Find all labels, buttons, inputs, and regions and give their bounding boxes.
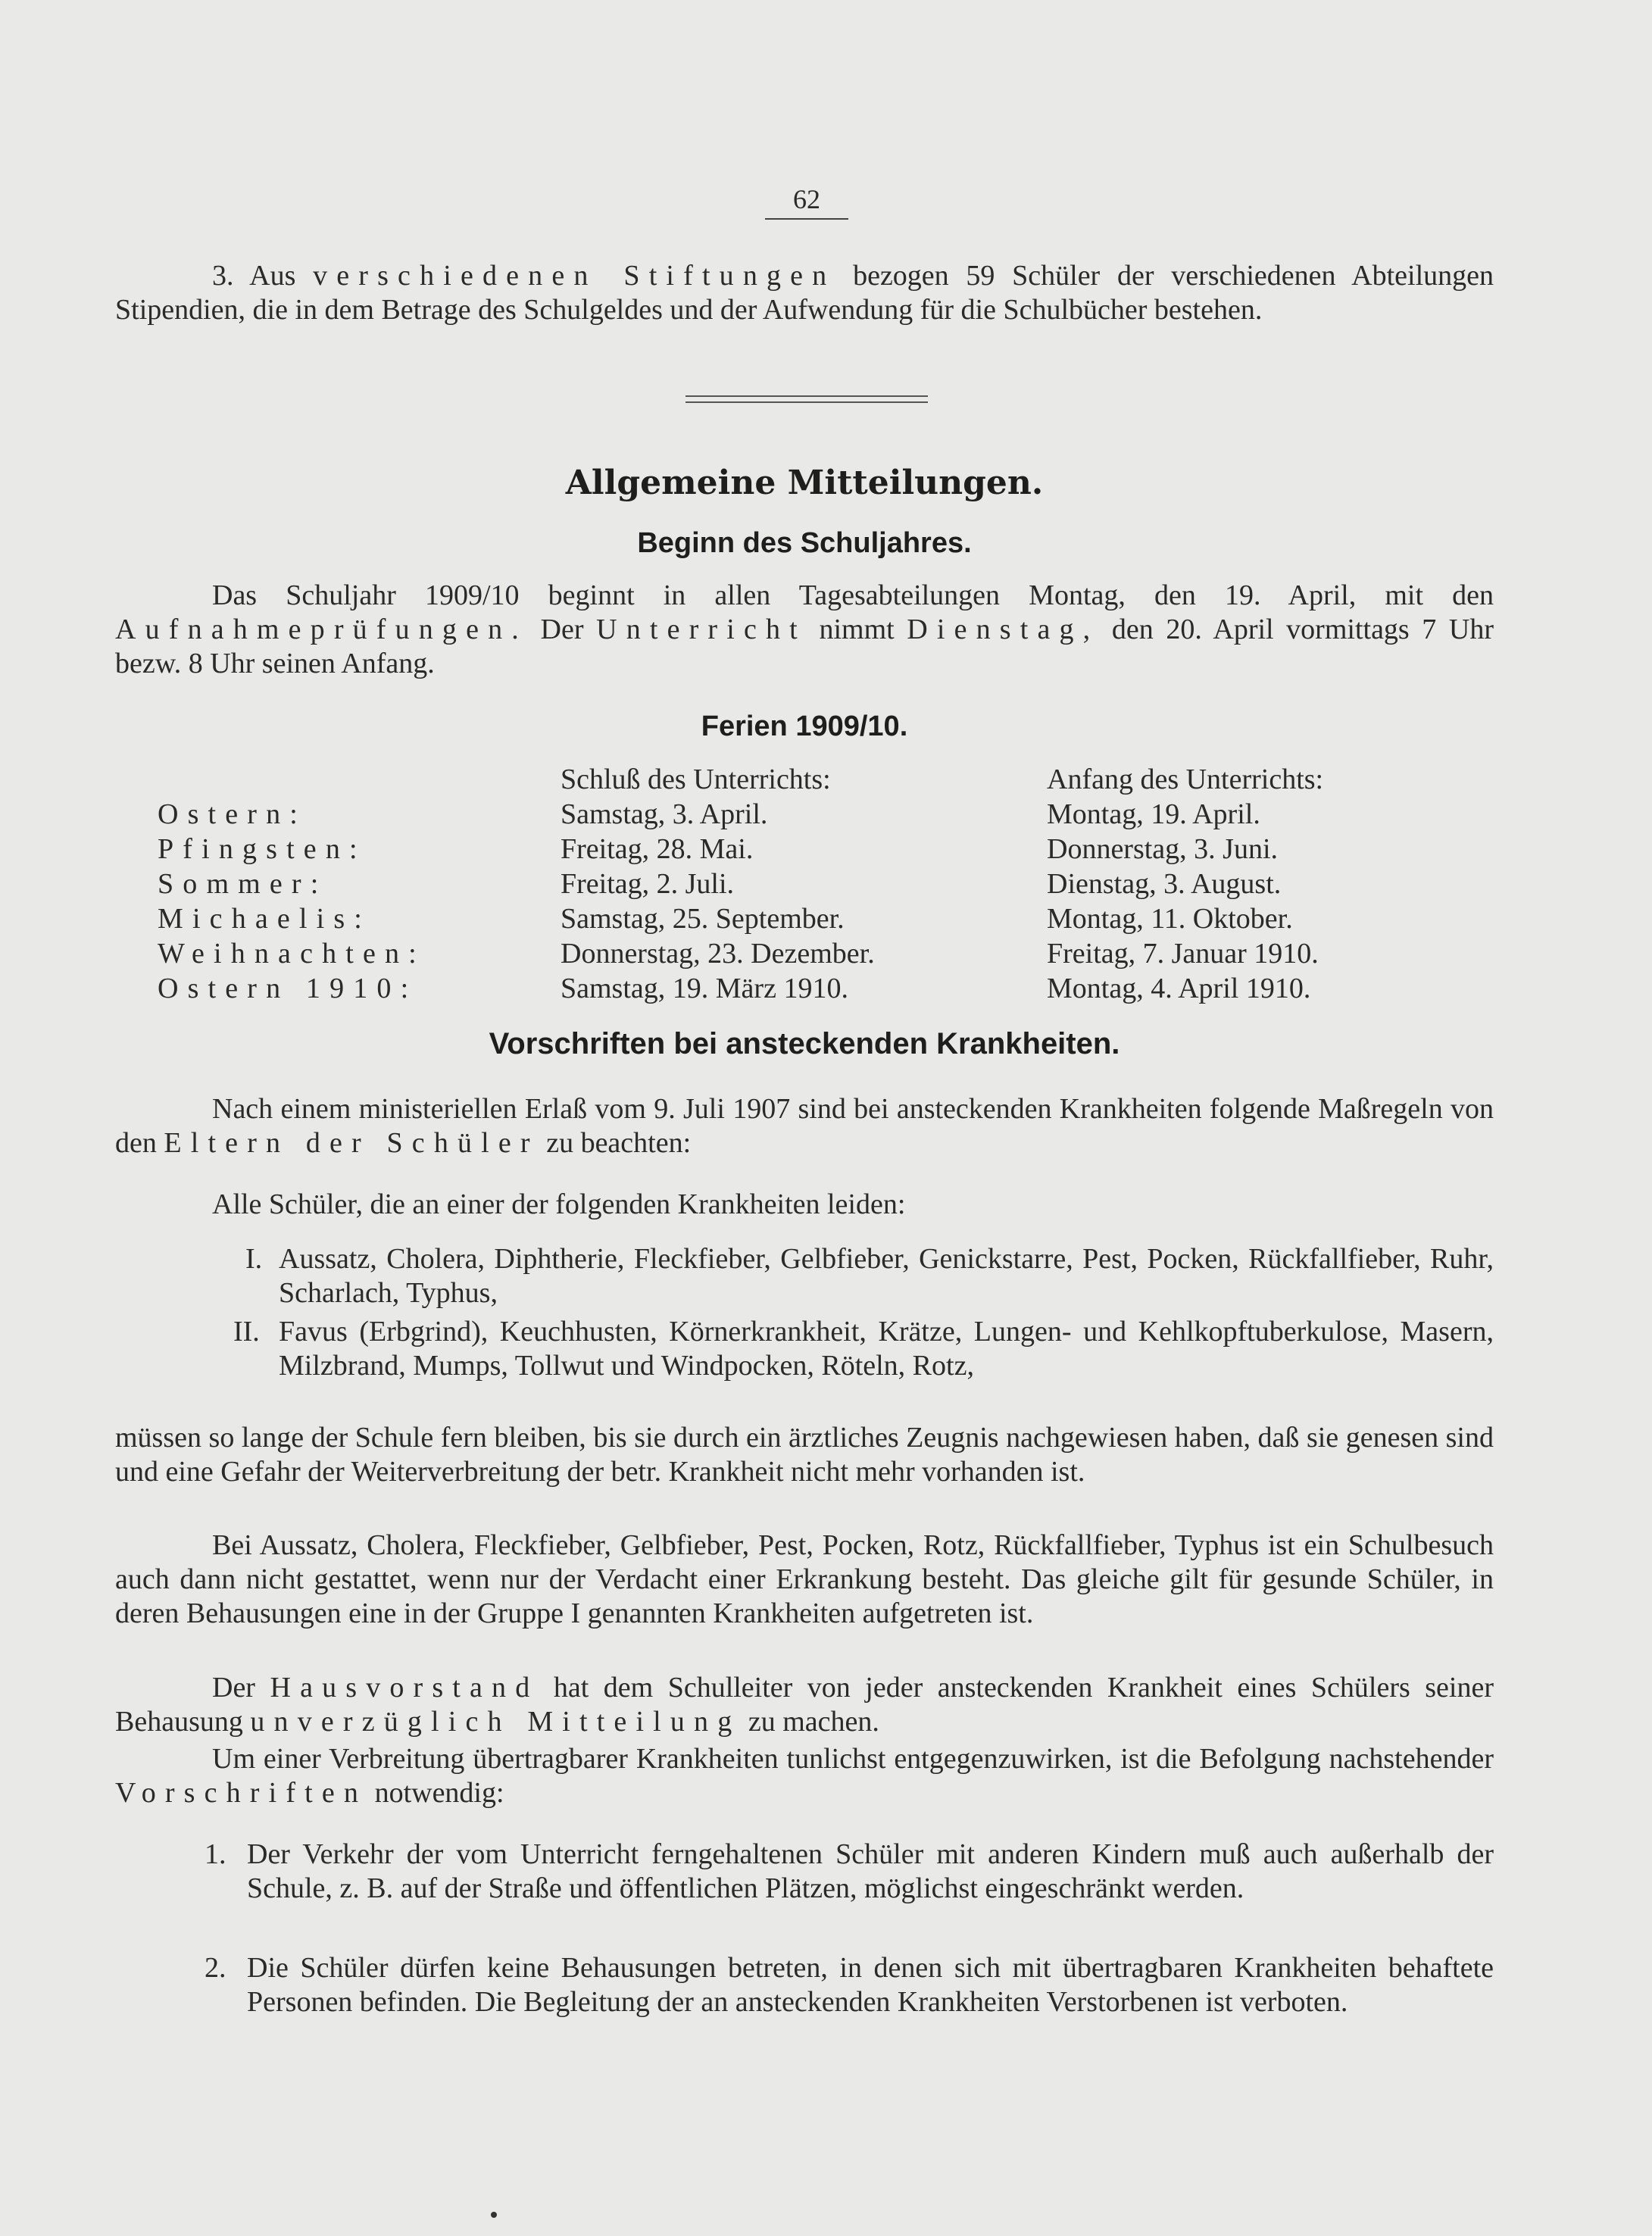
text-run: Um einer Verbreitung übertragbarer Krankheiten tunlichst entgegenzuwirken, ist die Befolgung nachstehender — [212, 1743, 1494, 1775]
text-run: zu beachten: — [546, 1127, 692, 1159]
spaced-emphasis: Dienstag, — [907, 614, 1100, 645]
table-row-start: Freitag, 7. Januar 1910. — [1047, 938, 1319, 970]
disease-group-2 — [233, 1315, 1494, 1383]
rule-number: 1. — [205, 1838, 226, 1870]
stipend-paragraph — [115, 259, 1494, 327]
column-header-start: Anfang des Unterrichts: — [1047, 764, 1324, 795]
spaced-emphasis: Aufnahmeprüfungen. — [115, 614, 528, 645]
householder-paragraph — [115, 1671, 1494, 1739]
page-number: 62 — [765, 183, 848, 220]
table-row-start: Montag, 11. Oktober. — [1047, 903, 1293, 935]
spaced-emphasis: Hausvorstand — [270, 1672, 539, 1704]
table-row-end: Freitag, 2. Juli. — [561, 868, 735, 900]
disease-list: Aussatz, Cholera, Diphtherie, Fleckfieber, Gelbfieber, Genickstarre, Pest, Pocken, Rückfallfieber, Ruhr, Scharlach, Typhus, — [279, 1243, 1494, 1309]
column-header-end: Schluß des Unterrichts: — [561, 764, 831, 795]
text-run: Aus — [249, 260, 296, 292]
group-number: I. — [245, 1243, 263, 1275]
rule-text: Der Verkehr der vom Unterricht ferngehaltenen Schüler mit anderen Kindern muß auch außerhalb der Schule, z. B. auf der Straße und öffentlichen Plätzen, möglichst eingeschränkt werden. — [247, 1838, 1494, 1904]
rule-text: Die Schüler dürfen keine Behausungen betreten, in denen sich mit übertragbaren Krankheiten behaftete Personen befinden. Die Begleitung der an ansteckenden Krankheiten Verstorbenen ist verboten. — [247, 1952, 1494, 2018]
ferien-heading: Ferien 1909/10. — [701, 710, 908, 742]
text-run: Der — [540, 614, 584, 645]
beginn-heading: Beginn des Schuljahres. — [637, 527, 972, 559]
text-run: zu machen. — [748, 1706, 879, 1738]
table-row-start: Montag, 19. April. — [1047, 798, 1260, 830]
decree-paragraph — [115, 1092, 1494, 1160]
text-run: bezogen 59 Schüler der verschiedenen Abteilungen Stipendien, die in dem Betrage des Schulgeldes und der Aufwendung für die Schulbücher bestehen. — [115, 260, 1494, 326]
beginn-paragraph — [115, 579, 1494, 681]
prevention-paragraph — [115, 1742, 1494, 1810]
table-row-end: Samstag, 3. April. — [561, 798, 768, 830]
table-row-end: Donnerstag, 23. Dezember. — [561, 938, 875, 970]
table-row-season: Weihnachten: — [158, 938, 426, 970]
table-row-season: Michaelis: — [158, 903, 372, 935]
table-row-season: Ostern 1910: — [158, 973, 418, 1004]
table-row-start: Montag, 4. April 1910. — [1047, 973, 1311, 1004]
ink-speck — [491, 2212, 497, 2218]
paragraph-number: 3. — [212, 260, 234, 292]
table-row-end: Freitag, 28. Mai. — [561, 833, 754, 865]
section-divider — [685, 395, 928, 403]
text-run: Der — [212, 1672, 255, 1704]
group-number: II. — [233, 1316, 260, 1348]
spaced-emphasis: Vorschriften — [115, 1777, 368, 1809]
text-run: hat dem Schulleiter von jeder ansteckenden Krankheit eines Schülers seiner Behausung — [115, 1672, 1494, 1738]
spaced-emphasis: unverzüglich Mitteilung — [250, 1706, 742, 1738]
text-run: notwendig: — [374, 1777, 504, 1809]
table-row-season: Ostern: — [158, 798, 307, 830]
table-row-start: Donnerstag, 3. Juni. — [1047, 833, 1279, 865]
text-run: nimmt — [819, 614, 895, 645]
spaced-emphasis: Unterricht — [596, 614, 807, 645]
table-row-end: Samstag, 25. September. — [561, 903, 845, 935]
diseases-intro: Alle Schüler, die an einer der folgenden Krankheiten leiden: — [212, 1188, 906, 1220]
rule-1 — [205, 1838, 1494, 1906]
table-row-season: Pfingsten: — [158, 833, 367, 865]
disease-list: Favus (Erbgrind), Keuchhusten, Körnerkrankheit, Krätze, Lungen- und Kehlkopftuberkulose, Masern, Milzbrand, Mumps, Tollwut und Windpocken, Röteln, Rotz, — [279, 1316, 1494, 1382]
exclusion-paragraph: müssen so lange der Schule fern bleiben, bis sie durch ein ärztliches Zeugnis nachgewiesen haben, daß sie genesen sind und eine Gefahr der Weiterverbreitung der betr. Krankheit nicht mehr vorhanden ist. — [115, 1422, 1494, 1488]
table-row-end: Samstag, 19. März 1910. — [561, 973, 848, 1004]
spaced-emphasis: Eltern der Schüler — [164, 1127, 539, 1159]
text-run: Nach einem ministeriellen Erlaß vom 9. Juli 1907 sind bei ansteckenden Krankheiten folgende Maßregeln von den — [115, 1093, 1494, 1159]
rule-2 — [205, 1951, 1494, 2019]
text-run: den 20. April vormittags 7 Uhr bezw. 8 Uhr seinen Anfang. — [115, 614, 1494, 679]
spaced-emphasis: verschiedenen Stiftungen — [313, 260, 836, 292]
table-row-start: Dienstag, 3. August. — [1047, 868, 1282, 900]
rule-number: 2. — [205, 1952, 226, 1984]
table-row-season: Sommer: — [158, 868, 328, 900]
suspicion-paragraph: Bei Aussatz, Cholera, Fleckfieber, Gelbfieber, Pest, Pocken, Rotz, Rückfallfieber, Typhus ist ein Schulbesuch auch dann nicht gestattet, wenn nur der Verdacht einer Erkrankung besteht. Das gleiche gilt für gesunde Schüler, in deren Behausungen eine in der Gruppe I genannten Krankheiten aufgetreten ist. — [115, 1529, 1494, 1629]
disease-group-1 — [245, 1242, 1494, 1310]
text-run: Das Schuljahr 1909/10 beginnt in allen Tagesabteilungen Montag, den 19. April, mit den — [212, 579, 1494, 611]
main-heading: Allgemeine Mitteilungen. — [565, 464, 1044, 502]
vorschriften-heading: Vorschriften bei ansteckenden Krankheiten. — [489, 1027, 1120, 1060]
